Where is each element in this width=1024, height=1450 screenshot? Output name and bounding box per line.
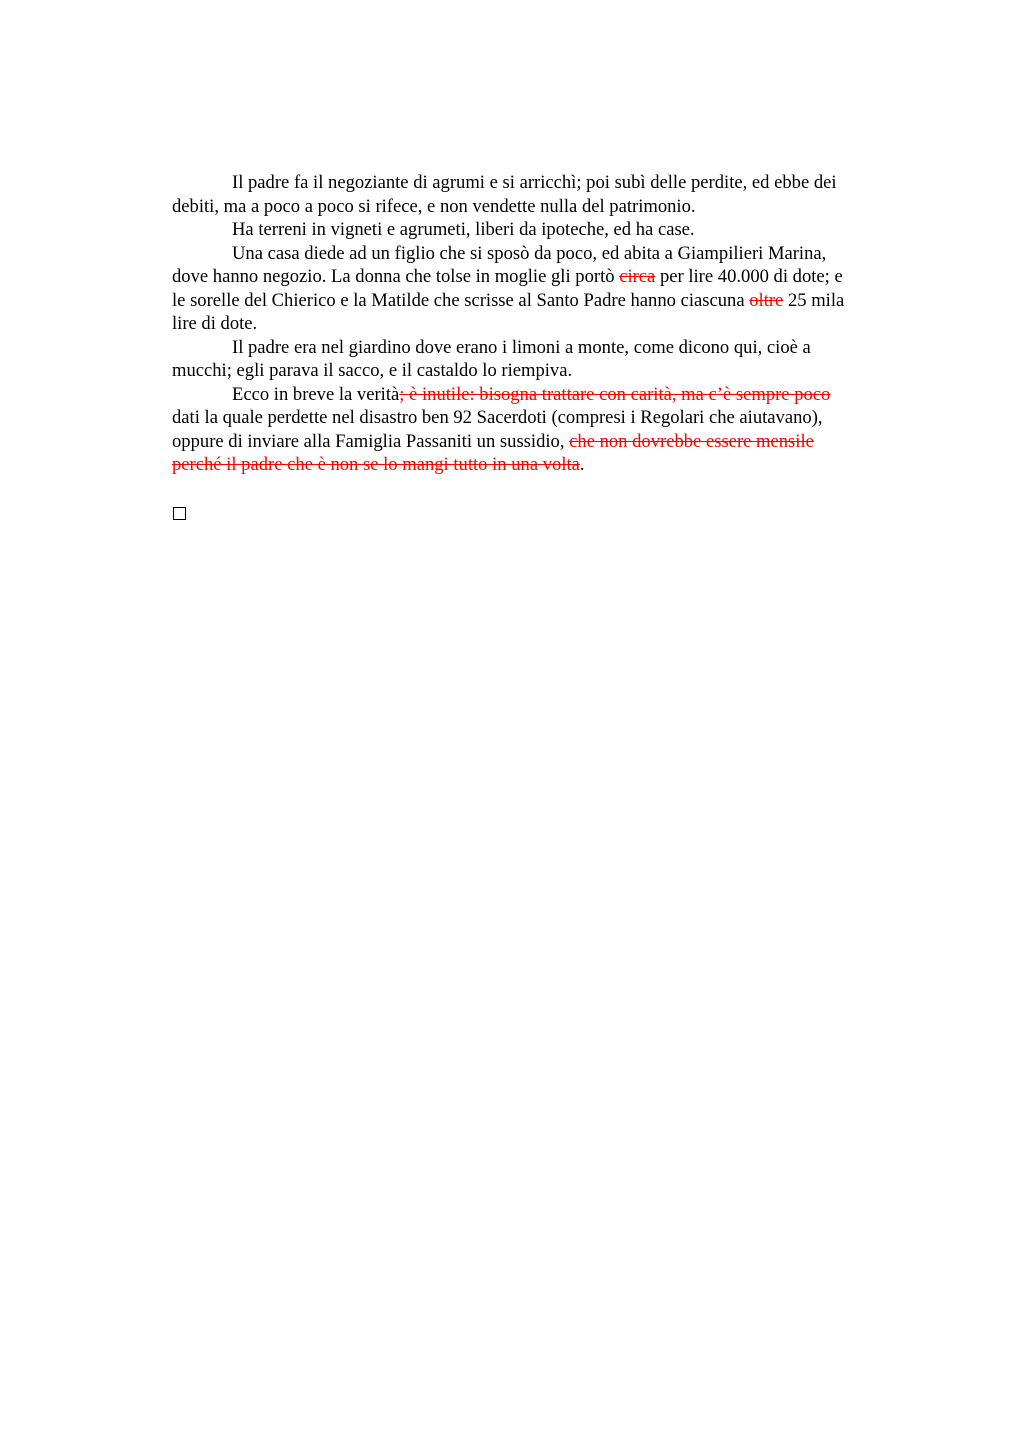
text-line [172, 453, 924, 477]
body-text: debiti, ma a poco a poco si rifece, e non vendette nulla del patrimonio. [172, 195, 696, 217]
body-text: Il padre fa il negoziante di agrumi e si arricchì; poi subì delle perdite, ed ebbe dei [232, 172, 837, 193]
text-line [172, 430, 924, 454]
body-text: oppure di inviare alla Famiglia Passaniti un sussidio, [172, 430, 570, 452]
text-line [172, 383, 924, 407]
body-text: le sorelle del Chierico e la Matilde che scrisse al Santo Padre hanno ciascuna [172, 289, 750, 311]
body-text: lire di dote. [172, 313, 258, 334]
text-line [172, 312, 924, 336]
paragraph [172, 383, 924, 477]
text-line [172, 406, 924, 430]
text-line [172, 265, 924, 289]
paragraph [172, 218, 924, 242]
paragraph [172, 242, 924, 336]
body-text: Il padre era nel giardino dove erano i limoni a monte, come dicono qui, cioè a [232, 336, 811, 358]
body-text: Ecco in breve la verità [232, 383, 400, 405]
text-line [172, 218, 924, 242]
document-body [172, 171, 924, 477]
body-text: per lire 40.000 di dote; e [655, 266, 843, 287]
body-text: mucchi; egli parava il sacco, e il castaldo lo riempiva. [172, 360, 573, 381]
body-text: Ha terreni in vigneti e agrumeti, liberi da ipoteche, ed ha case. [232, 219, 695, 240]
paragraph [172, 336, 924, 383]
text-line [172, 171, 924, 195]
empty-square-icon [173, 507, 186, 520]
body-text: dati la quale perdette nel disastro ben 92 Sacerdoti (compresi i Regolari che aiutavano), [172, 407, 823, 428]
text-line [172, 359, 924, 383]
text-line [172, 336, 924, 360]
deleted-text: oltre [749, 289, 784, 311]
body-text: 25 mila [783, 289, 845, 311]
deleted-text: che non dovrebbe essere mensile [569, 430, 814, 452]
paragraph [172, 171, 924, 218]
deleted-text: circa [619, 266, 656, 287]
text-line [172, 195, 924, 219]
text-line [172, 289, 924, 313]
deleted-text: perché il padre che è non se lo mangi tutto in una volta [172, 454, 580, 475]
deleted-text: ; è inutile: bisogna trattare con carità, ma c’è sempre poco [399, 383, 831, 405]
body-text: Una casa diede ad un figlio che si sposò da poco, ed abita a Giampilieri Marina, [232, 242, 827, 264]
text-line [172, 242, 924, 266]
body-text: . [579, 454, 585, 475]
body-text: dove hanno negozio. La donna che tolse in moglie gli portò [172, 266, 620, 287]
